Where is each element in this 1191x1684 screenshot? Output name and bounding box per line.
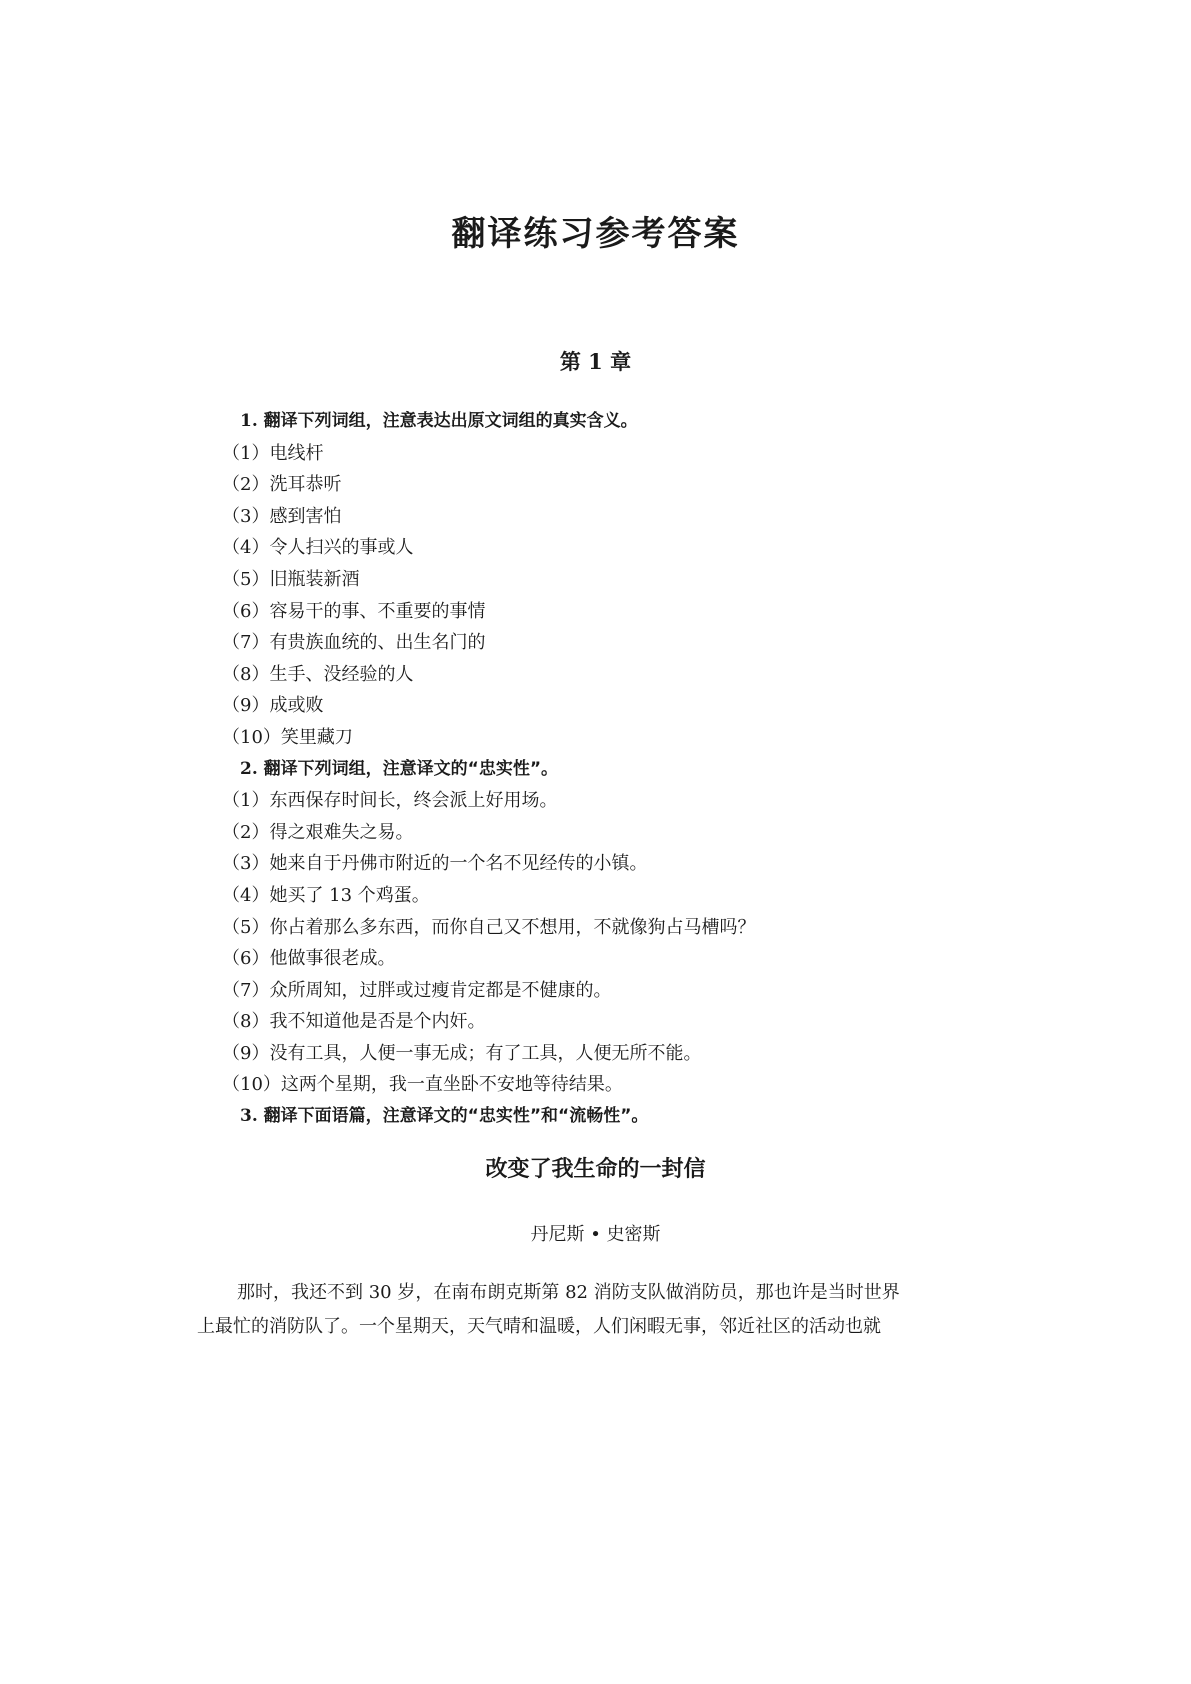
exercise-2-item: （3）她来自于丹佛市附近的一个名不见经传的小镇。 [222, 853, 648, 875]
exercise-1-item: （3）感到害怕 [222, 505, 342, 527]
exercise-2-heading [222, 754, 1002, 786]
exercise-2-number: 2. [240, 758, 258, 779]
exercise-2-item: （2）得之艰难失之易。 [222, 821, 414, 843]
exercise-2-heading-text: 翻译下列词组，注意译文的“忠实性”。 [263, 758, 559, 779]
exercise-3-heading-text: 翻译下面语篇，注意译文的“忠实性”和“流畅性”。 [263, 1106, 649, 1127]
exercise-1-item: （9）成或败 [222, 695, 324, 717]
exercise-1-heading [222, 406, 1002, 438]
paragraph-line: 那时，我还不到 30 岁，在南布朗克斯第 82 消防支队做消防员，那也许是当时世界 [237, 1282, 900, 1303]
exercise-2-item: （8）我不知道他是否是个内奸。 [222, 1011, 486, 1033]
article-title: 改变了我生命的一封信 [485, 1156, 706, 1182]
exercise-1-item: （2）洗耳恭听 [222, 474, 342, 496]
exercise-3-number: 3. [240, 1106, 258, 1127]
article-author: 丹尼斯 • 史密斯 [530, 1224, 661, 1245]
exercise-1-heading-text: 翻译下列词组，注意表达出原文词组的真实含义。 [263, 411, 638, 431]
exercise-1-item: （8）生手、没经验的人 [222, 663, 414, 685]
exercise-2-item: （10）这两个星期，我一直坐卧不安地等待结果。 [222, 1074, 623, 1096]
exercise-1-item: （6）容易干的事、不重要的事情 [222, 600, 486, 622]
exercise-1-number: 1. [240, 411, 258, 431]
exercise-2-item: （4）她买了 13 个鸡蛋。 [222, 884, 430, 906]
page-title: 翻译练习参考答案 [451, 214, 740, 254]
exercise-1-item: （7）有贵族血统的、出生名门的 [222, 632, 486, 654]
exercise-1-item: （5）旧瓶装新酒 [222, 568, 360, 590]
chapter-title: 第 1 章 [559, 349, 632, 374]
exercise-3-heading [222, 1101, 1002, 1133]
exercise-2-item: （1）东西保存时间长，终会派上好用场。 [222, 790, 558, 812]
exercise-2-item: （5）你占着那么多东西，而你自己又不想用，不就像狗占马槽吗？ [222, 916, 756, 938]
exercise-1-item: （1）电线杆 [222, 442, 324, 464]
exercise-2-item: （9）没有工具，人便一事无成；有了工具，人便无所不能。 [222, 1042, 702, 1064]
exercise-1-item: （4）令人扫兴的事或人 [222, 537, 414, 559]
paragraph-line: 上最忙的消防队了。一个星期天，天气晴和温暖，人们闲暇无事，邻近社区的活动也就 [197, 1316, 881, 1337]
article-paragraph [197, 1276, 997, 1344]
exercise-2-item: （6）他做事很老成。 [222, 948, 396, 970]
exercise-content [222, 406, 1002, 1133]
exercise-2-item: （7）众所周知，过胖或过瘦肯定都是不健康的。 [222, 979, 612, 1001]
exercise-1-item: （10）笑里藏刀 [222, 726, 353, 748]
